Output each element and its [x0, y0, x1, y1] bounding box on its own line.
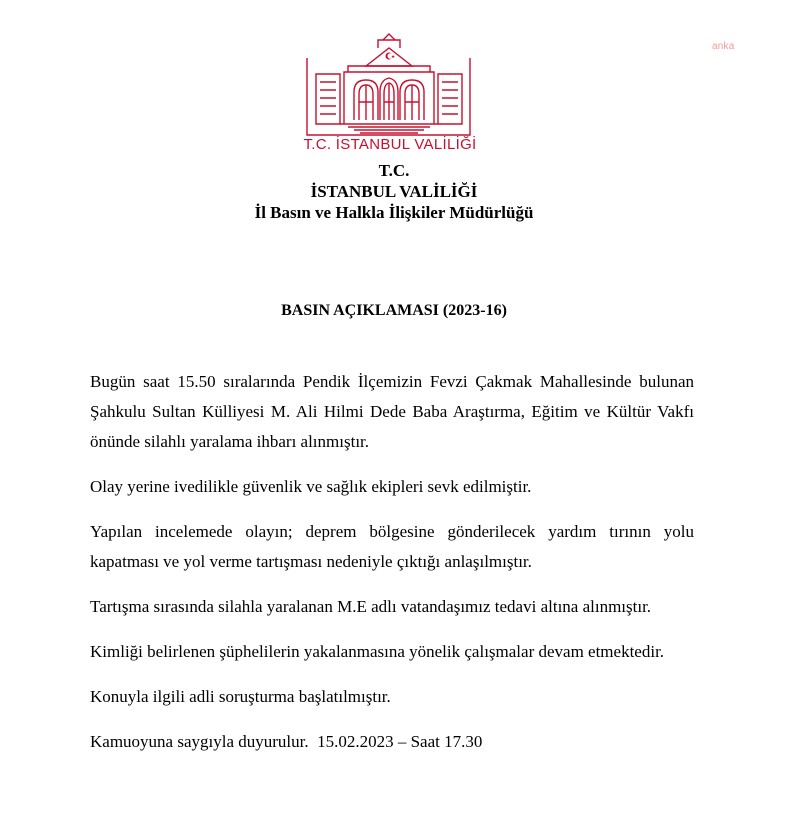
document-body	[90, 367, 694, 757]
closing-line: Kamuoyuna saygıyla duyurulur. 15.02.2023 – Saat 17.30	[90, 732, 483, 751]
paragraph: Tartışma sırasında silahla yaralanan M.E adlı vatandaşımız tedavi altına alınmıştır.	[90, 597, 652, 616]
paragraph: Konuyla ilgili adli soruşturma başlatılmıştır.	[90, 687, 391, 706]
header-line-directorate: İl Basın ve Halkla İlişkiler Müdürlüğü	[254, 203, 534, 222]
paragraph: Kimliği belirlenen şüphelilerin yakalanmasına yönelik çalışmalar devam etmektedir.	[90, 642, 665, 661]
header-line-governorship: İSTANBUL VALİLİĞİ	[310, 182, 478, 201]
logo-label: T.C. İSTANBUL VALİLİĞİ	[303, 136, 477, 153]
letterhead	[0, 160, 788, 223]
header-line-tc: T.C.	[378, 161, 410, 180]
watermark: anka	[712, 41, 735, 52]
paragraph: Yapılan incelemede olayın; deprem bölgesine gönderilecek yardım tırının yolu kapatması ve yol verme tartışması nedeniyle çıktığı anlaşılmıştır.	[90, 522, 694, 571]
paragraph: Olay yerine ivedilikle güvenlik ve sağlık ekipleri sevk edilmiştir.	[90, 477, 532, 496]
paragraph: Bugün saat 15.50 sıralarında Pendik İlçemizin Fevzi Çakmak Mahallesinde bulunan Şahkulu Sultan Külliyesi M. Ali Hilmi Dede Baba Araştırma, Eğitim ve Kültür Vakfı önünde silahlı yaralama ihbarı alınmıştır.	[90, 372, 694, 451]
document-title: BASIN AÇIKLAMASI (2023-16)	[281, 302, 507, 319]
